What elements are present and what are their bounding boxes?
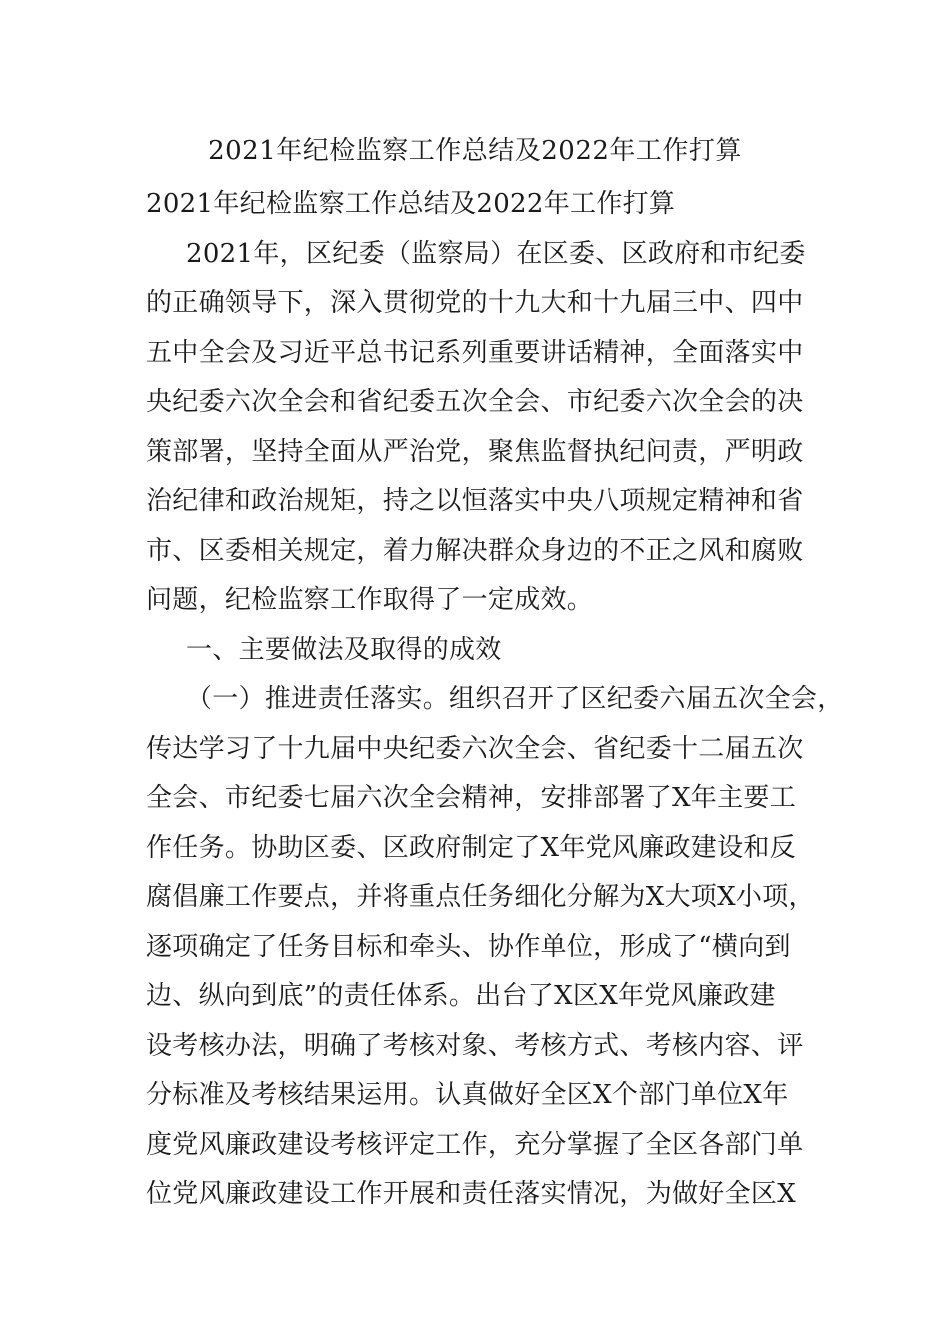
text-line: 分标准及考核结果运用。认真做好全区X个部门单位X年 <box>146 1080 789 1110</box>
document-subtitle: 2021年纪检监察工作总结及2022年工作打算 <box>146 189 676 219</box>
text-line: （一）推进责任落实。组织召开了区纪委六届五次全会， <box>186 684 844 714</box>
text-line: 一、主要做法及取得的成效 <box>186 634 502 665</box>
text-line: 央纪委六次全会和省纪委五次全会、市纪委六次全会的决 <box>146 387 804 417</box>
document-body <box>146 180 844 1220</box>
text-line: 设考核办法，明确了考核对象、考核方式、考核内容、评 <box>146 1030 804 1061</box>
text-line: 五中全会及习近平总书记系列重要讲话精神，全面落实中 <box>146 337 804 368</box>
text-line: 策部署，坚持全面从严治党，聚焦监督执纪问责，严明政 <box>146 436 804 467</box>
text-line: 传达学习了十九届中央纪委六次全会、省纪委十二届五次 <box>146 733 804 764</box>
text-line: 市、区委相关规定，着力解决群众身边的不正之风和腐败 <box>146 535 804 566</box>
text-line: 边、纵向到底”的责任体系。出台了X区X年党风廉政建 <box>146 981 776 1011</box>
text-line: 问题，纪检监察工作取得了一定成效。 <box>146 585 594 615</box>
text-line: 位党风廉政建设工作开展和责任落实情况，为做好全区X <box>146 1179 797 1209</box>
text-line: 的正确领导下，深入贯彻党的十九大和十九届三中、四中 <box>146 288 804 318</box>
text-line: 度党风廉政建设考核评定工作，充分掌握了全区各部门单 <box>146 1129 804 1160</box>
text-line: 全会、市纪委七届六次全会精神，安排部署了X年主要工 <box>146 783 797 813</box>
text-line: 治纪律和政治规矩，持之以恒落实中央八项规定精神和省 <box>146 486 804 516</box>
text-line: 逐项确定了任务目标和牵头、协作单位，形成了“横向到 <box>146 931 791 962</box>
text-line: 腐倡廉工作要点，并将重点任务细化分解为X大项X小项， <box>146 882 815 912</box>
text-line: 2021年，区纪委（监察局）在区委、区政府和市纪委 <box>186 238 806 269</box>
paragraph-lines <box>146 230 844 1220</box>
text-line: 作任务。协助区委、区政府制定了X年党风廉政建设和反 <box>146 832 797 863</box>
document-title: 2021年纪检监察工作总结及2022年工作打算 <box>208 136 742 166</box>
